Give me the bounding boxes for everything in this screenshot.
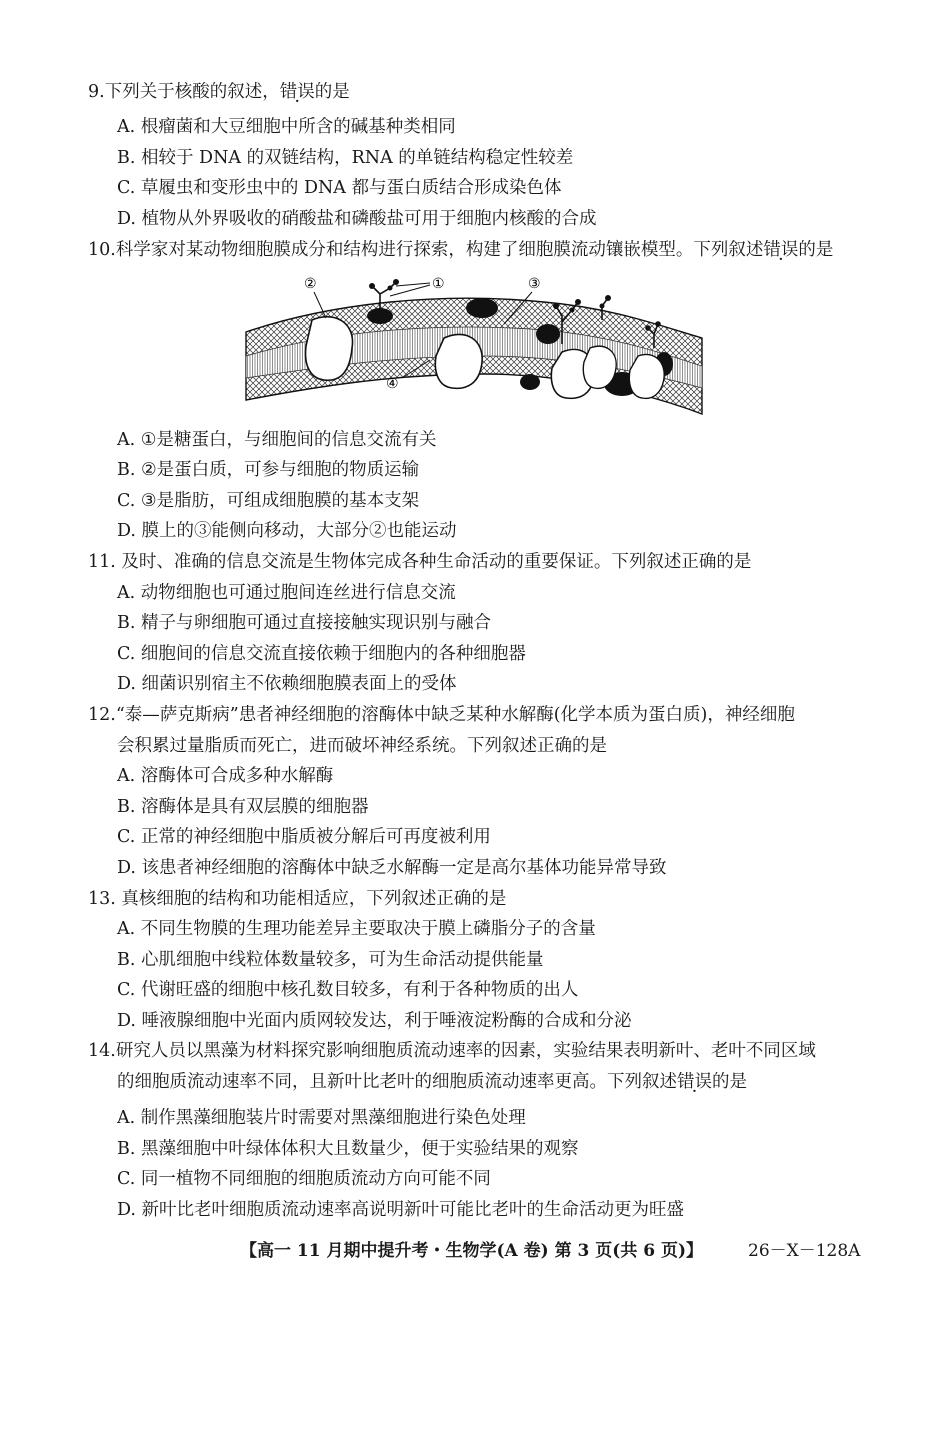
label-3: ③ (528, 276, 541, 292)
q10-option-a: A. ①是糖蛋白，与细胞间的信息交流有关 (117, 430, 437, 450)
q11-option-a: A. 动物细胞也可通过胞间连丝进行信息交流 (117, 583, 456, 603)
q14-stem-line2: 的细胞质流动速率不同，且新叶比老叶的细胞质流动速率更高。下列叙述错误的是 (117, 1072, 747, 1092)
q13-option-d: D. 唾液腺细胞中光面内质网较发达，利于唾液淀粉酶的合成和分泌 (117, 1011, 632, 1031)
q13-option-c: C. 代谢旺盛的细胞中核孔数目较多，有利于各种物质的出人 (117, 980, 579, 1000)
q10-stem: 10.科学家对某动物细胞膜成分和结构进行探索，构建了细胞膜流动镶嵌模型。下列叙述错误的是 (88, 240, 834, 260)
q14-option-a: A. 制作黑藻细胞装片时需要对黑藻细胞进行染色处理 (117, 1108, 526, 1128)
q12-option-b: B. 溶酶体是具有双层膜的细胞器 (117, 797, 369, 817)
q12-stem-line2: 会积累过量脂质而死亡，进而破坏神经系统。下列叙述正确的是 (117, 736, 607, 756)
q10-option-d: D. 膜上的③能侧向移动，大部分②也能运动 (117, 521, 457, 541)
q12-option-c: C. 正常的神经细胞中脂质被分解后可再度被利用 (117, 827, 491, 847)
q10-option-b: B. ②是蛋白质，可参与细胞的物质运输 (117, 460, 420, 480)
cell-membrane-figure (244, 272, 704, 420)
q13-option-a: A. 不同生物膜的生理功能差异主要取决于膜上磷脂分子的含量 (117, 919, 596, 939)
q14-option-b: B. 黑藻细胞中叶绿体体积大且数量少，便于实验结果的观察 (117, 1139, 579, 1159)
q12-option-a: A. 溶酶体可合成多种水解酶 (117, 766, 334, 786)
q12-option-d: D. 该患者神经细胞的溶酶体中缺乏水解酶一定是高尔基体功能异常导致 (117, 858, 667, 878)
q9-option-d: D. 植物从外界吸收的硝酸盐和磷酸盐可用于细胞内核酸的合成 (117, 209, 597, 229)
q10-option-c: C. ③是脂肪，可组成细胞膜的基本支架 (117, 491, 420, 511)
q13-option-b: B. 心肌细胞中线粒体数量较多，可为生命活动提供能量 (117, 950, 544, 970)
q14-option-c: C. 同一植物不同细胞的细胞质流动方向可能不同 (117, 1169, 491, 1189)
q14-stem-line1: 14.研究人员以黑藻为材料探究影响细胞质流动速率的因素，实验结果表明新叶、老叶不同区域 (88, 1041, 816, 1061)
q9-option-c: C. 草履虫和变形虫中的 DNA 都与蛋白质结合形成染色体 (117, 178, 562, 198)
q11-option-d: D. 细菌识别宿主不依赖细胞膜表面上的受体 (117, 674, 457, 694)
q11-stem: 11. 及时、准确的信息交流是生物体完成各种生命活动的重要保证。下列叙述正确的是 (88, 552, 752, 572)
label-4: ④ (386, 376, 399, 392)
q12-stem-line1: 12.“泰—萨克斯病”患者神经细胞的溶酶体中缺乏某种水解酶(化学本质为蛋白质)，神经细胞 (88, 705, 795, 725)
label-2: ② (304, 276, 317, 292)
exam-code: 26－X－128A (748, 1241, 861, 1261)
label-1: ① (432, 276, 445, 292)
q13-stem: 13. 真核细胞的结构和功能相适应，下列叙述正确的是 (88, 889, 507, 909)
q14-option-d: D. 新叶比老叶细胞质流动速率高说明新叶可能比老叶的生命活动更为旺盛 (117, 1200, 685, 1220)
q11-option-b: B. 精子与卵细胞可通过直接接触实现识别与融合 (117, 613, 491, 633)
q11-option-c: C. 细胞间的信息交流直接依赖于细胞内的各种细胞器 (117, 644, 526, 664)
q9-option-b: B. 相较于 DNA 的双链结构，RNA 的单链结构稳定性较差 (117, 148, 574, 168)
q9-stem: 9.下列关于核酸的叙述，错误的是 (88, 82, 350, 102)
q9-option-a: A. 根瘤菌和大豆细胞中所含的碱基种类相同 (117, 117, 456, 137)
page-footer: 【高一 11 月期中提升考・生物学(A 卷) 第 3 页(共 6 页)】 (240, 1241, 704, 1261)
